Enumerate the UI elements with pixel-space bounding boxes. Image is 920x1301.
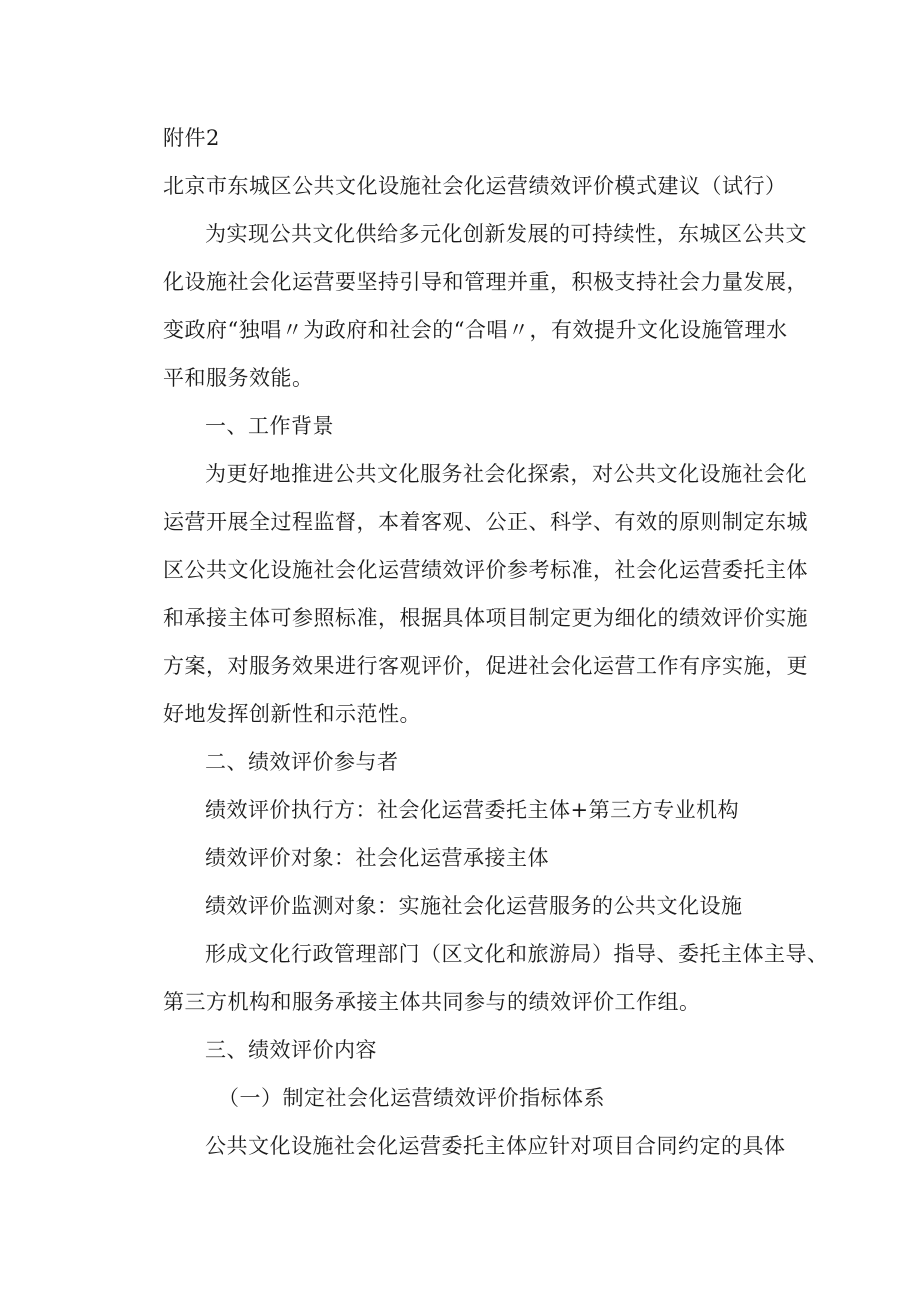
- evaluation-target: 绩效评价对象：社会化运营承接主体: [205, 846, 549, 870]
- paragraph-line: 区公共文化设施社会化运营绩效评价参考标准，社会化运营委托主体: [163, 558, 808, 582]
- paragraph-line: 为实现公共文化供给多元化创新发展的可持续性，东城区公共文: [205, 222, 807, 246]
- paragraph-line: 运营开展全过程监督，本着客观、公正、科学、有效的原则制定东城: [163, 510, 808, 534]
- attachment-label: 附件2: [163, 126, 220, 150]
- subsection-heading-indicators: （一）制定社会化运营绩效评价指标体系: [218, 1086, 605, 1110]
- paragraph-line: 方案，对服务效果进行客观评价，促进社会化运营工作有序实施，更: [163, 654, 808, 678]
- paragraph-line: 形成文化行政管理部门（区文化和旅游局）指导、委托主体主导、: [205, 942, 829, 966]
- paragraph-line: 变政府“独唱〃为政府和社会的“合唱〃，有效提升文化设施管理水: [163, 318, 788, 342]
- paragraph-line: 平和服务效能。: [163, 366, 314, 390]
- paragraph-line: 第三方机构和服务承接主体共同参与的绩效评价工作组。: [163, 990, 701, 1014]
- section-heading-content: 三、绩效评价内容: [205, 1038, 377, 1062]
- section-heading-background: 一、工作背景: [205, 414, 334, 438]
- paragraph-line: 公共文化设施社会化运营委托主体应针对项目合同约定的具体: [205, 1134, 786, 1158]
- evaluation-monitor-target: 绩效评价监测对象：实施社会化运营服务的公共文化设施: [205, 894, 743, 918]
- paragraph-line: 和承接主体可参照标准，根据具体项目制定更为细化的绩效评价实施: [163, 606, 808, 630]
- section-heading-participants: 二、绩效评价参与者: [205, 750, 399, 774]
- paragraph-line: 好地发挥创新性和示范性。: [163, 702, 421, 726]
- evaluation-executor: 绩效评价执行方：社会化运营委托主体+第三方专业机构: [205, 798, 740, 822]
- paragraph-line: 为更好地推进公共文化服务社会化探索，对公共文化设施社会化: [205, 462, 807, 486]
- paragraph-line: 化设施社会化运营要坚持引导和管理并重，积极支持社会力量发展，: [163, 270, 808, 294]
- document-title: 北京市东城区公共文化设施社会化运营绩效评价模式建议（试行）: [163, 174, 787, 198]
